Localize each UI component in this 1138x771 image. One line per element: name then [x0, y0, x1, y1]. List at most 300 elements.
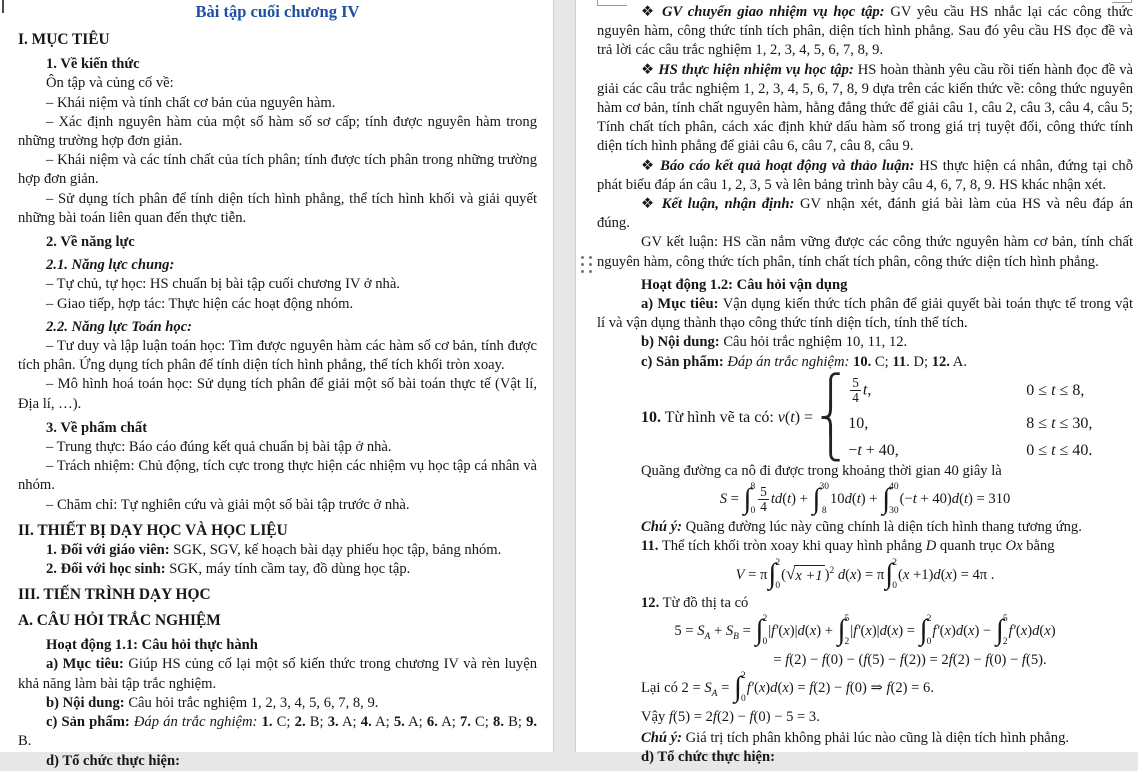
- text-run: – Xác định nguyên hàm của một số hàm số sơ cấp; tính được nguyên hàm trong những trường hợp đơn giản.: [18, 113, 537, 150]
- paragraph: [597, 3, 1133, 61]
- text-run: – Mô hình hoá toán học: Sử dụng tích phân để giải một số bài toán thực tế (Vật lí, Địa lí, …).: [18, 376, 537, 412]
- math-fraction: [758, 485, 769, 515]
- text-run: B;: [503, 714, 527, 731]
- math-text: d: [770, 679, 778, 696]
- text-run: Quãng đường lúc này cũng chính là diện tích hình thang tương ứng.: [685, 519, 1082, 536]
- paragraph: [18, 113, 537, 151]
- text-run: 7.: [459, 714, 471, 731]
- integral-sign-icon: ∫: [919, 614, 928, 647]
- text-run: – Trách nhiệm: Chủ động, tích cực trong thực hiện các nhiệm vụ học tập cá nhân và nhóm.: [18, 458, 537, 494]
- integral: [838, 615, 850, 648]
- math-text: + 40): [916, 490, 952, 507]
- text-run: Đáp án trắc nghiệm:: [727, 353, 854, 370]
- math-text: (2) −: [813, 679, 846, 696]
- math-text: (: [963, 622, 969, 639]
- math-text: d: [1032, 622, 1040, 639]
- integral-upper-bound: 2: [892, 557, 897, 568]
- paragraph: [18, 295, 537, 314]
- math-text: ≤ 8,: [1055, 381, 1085, 399]
- paragraph: [18, 655, 537, 693]
- integral-lower-bound: 0: [775, 581, 781, 591]
- math-text: t: [787, 490, 792, 507]
- integral: [996, 615, 1008, 648]
- paragraph: [597, 729, 1133, 748]
- integral-bounds: [889, 483, 899, 516]
- heading: [18, 521, 537, 541]
- text-run: – Khái niệm và tính chất cơ bản của nguyên hàm.: [46, 94, 336, 111]
- math-text: ) +: [860, 490, 882, 507]
- text-run: b) Nội dung:: [641, 334, 724, 351]
- integral-upper-bound: 2: [775, 557, 781, 568]
- math-text: S: [719, 490, 727, 507]
- math-text: x: [968, 622, 975, 639]
- piecewise-rows: [848, 376, 1092, 460]
- math-text: ): [824, 566, 830, 583]
- paragraph: [597, 594, 1133, 613]
- math-formula: [597, 483, 1133, 516]
- text-run: Ôn tập và củng cố về:: [46, 75, 174, 92]
- paragraph: [18, 438, 537, 457]
- text-run: 2.2. Năng lực Toán học:: [46, 318, 193, 335]
- heading: [18, 611, 537, 631]
- math-text: t: [856, 490, 861, 507]
- math-text: x: [891, 622, 899, 639]
- math-text: x: [758, 679, 766, 696]
- math-text: (: [778, 622, 784, 639]
- integral-bounds: [775, 559, 780, 592]
- math-text: )|: [871, 622, 880, 639]
- math-text: x: [945, 566, 953, 583]
- text-run: I. MỤC TIÊU: [18, 31, 110, 49]
- text-run: II. THIẾT BỊ DẠY HỌC VÀ HỌC LIỆU: [18, 521, 288, 539]
- text-run: A;: [437, 714, 460, 731]
- text-run: Chú ý:: [641, 729, 686, 746]
- text-run: Báo cáo kết quả hoạt động và thảo luận:: [660, 157, 920, 174]
- paragraph: [597, 295, 1133, 333]
- text-run: HS thực hiện cá nhân, đứng tại chỗ phát biểu đáp án câu 1, 2, 3, 5 và lên bảng trình bày câu 4, 6, 7, 8, 9. HS khác nhận xét.: [597, 157, 1133, 193]
- math-text: x: [782, 679, 789, 696]
- integral-sign-icon: ∫: [995, 614, 1004, 647]
- drag-handle[interactable]: [581, 256, 592, 273]
- paragraph: [18, 375, 537, 413]
- text-run: – Khái niệm và các tính chất của tích phân; tính được tích phân trong những trường hợp đơn giản.: [18, 152, 537, 188]
- math-formula: [597, 615, 1133, 648]
- text-run: A;: [404, 714, 427, 731]
- math-text: Lại có 2 =: [641, 679, 705, 696]
- math-text: ) +: [791, 490, 812, 507]
- text-run: 3. Về phẩm chất: [46, 419, 148, 436]
- math-text: (: [777, 679, 783, 696]
- math-text: t: [1051, 414, 1056, 432]
- text-run: SGK, SGV, kế hoạch bài dạy phiếu học tập, bảng nhóm.: [173, 541, 502, 558]
- math-text: (: [1039, 622, 1045, 639]
- text-run: ❖: [641, 196, 662, 213]
- math-text: ) = π: [856, 566, 885, 583]
- math-text: t: [790, 408, 795, 426]
- text-run: 4.: [360, 714, 372, 731]
- math-text: d: [797, 622, 805, 639]
- square-root: [786, 565, 825, 586]
- math-text: f′: [1008, 622, 1016, 639]
- text-run: b) Nội dung:: [46, 694, 129, 711]
- text-run: ❖: [641, 157, 661, 174]
- integral: [734, 672, 746, 705]
- paragraph: [597, 353, 1133, 372]
- text-run: – Chăm chỉ: Tự nghiên cứu và giải một số bài tập trước ở nhà.: [46, 496, 410, 513]
- math-text: (5) −: [867, 651, 900, 668]
- heading: [18, 30, 537, 50]
- text-run: ❖: [641, 61, 659, 78]
- math-text: (: [753, 679, 759, 696]
- heading: [18, 318, 537, 337]
- math-text: f: [668, 708, 674, 725]
- heading: [18, 585, 537, 605]
- text-run: Giá trị tích phân không phải lúc nào cũng là diện tích hình phẳng.: [685, 729, 1070, 746]
- integral-upper-bound: 30: [819, 482, 829, 493]
- paragraph: [18, 694, 537, 713]
- integral-sign-icon: ∫: [755, 614, 764, 647]
- text-run: 12.: [931, 353, 950, 370]
- math-text: f: [948, 651, 953, 668]
- math-text: +: [710, 622, 726, 639]
- heading: [597, 276, 1133, 295]
- text-run: B.: [18, 733, 32, 750]
- text-run: A;: [371, 714, 394, 731]
- text-run: Từ đồ thị ta có: [659, 594, 749, 611]
- paragraph: [597, 333, 1133, 352]
- integral-sign-icon: ∫: [837, 614, 846, 647]
- formula-row: [848, 442, 1092, 460]
- integral: [920, 615, 932, 648]
- text-run: GV kết luận: HS cần nắm vững được các công thức nguyên hàm cơ bản, tính chất nguyên hàm, công thức tích phân, tính chất tích phân, công thức diện tích hình phẳng.: [597, 234, 1133, 270]
- paragraph: [597, 462, 1133, 481]
- math-text: ): [765, 679, 771, 696]
- brace-part-icon: ⎩: [819, 426, 843, 463]
- math-text: 8 ≤: [1026, 414, 1052, 432]
- math-text: (: [781, 566, 786, 583]
- math-text: d: [879, 622, 887, 639]
- text-run: 1. Đối với giáo viên:: [46, 541, 174, 558]
- brace-part-icon: ⎧: [819, 372, 843, 409]
- math-text: f′: [853, 622, 861, 639]
- math-text: t: [963, 490, 969, 507]
- math-text: (: [804, 622, 810, 639]
- text-run: Bài tập cuối chương IV: [195, 2, 360, 21]
- math-text: t: [1051, 381, 1056, 399]
- math-formula: [597, 650, 1133, 670]
- heading: [18, 256, 537, 275]
- text-run: Ox: [1005, 538, 1023, 555]
- paragraph: [18, 94, 537, 113]
- text-run: – Sử dụng tích phân để tính diện tích hình phẳng, thể tích hình khối và giải quyết những bài toán liên quan đến thực tiễn.: [18, 190, 537, 226]
- heading: [18, 419, 537, 438]
- integral-upper-bound: 5: [844, 613, 850, 624]
- integral-lower-bound: 2: [1002, 637, 1008, 648]
- math-text: (2) = 6.: [890, 679, 934, 696]
- text-run: SGK, máy tính cầm tay, đồ dùng học tập.: [169, 561, 411, 578]
- math-text: (2) −: [952, 651, 986, 668]
- text-run: d) Tổ chức thực hiện:: [641, 748, 776, 765]
- math-text: td: [770, 490, 783, 507]
- math-text: f: [712, 708, 717, 725]
- math-text: d: [844, 490, 852, 507]
- integral: [882, 483, 898, 516]
- math-text: d: [951, 490, 960, 507]
- math-text: f: [899, 651, 904, 668]
- math-text: (: [1015, 622, 1021, 639]
- text-run: c) Sản phẩm:: [46, 714, 134, 731]
- text-run: 6.: [426, 714, 438, 731]
- math-text: 10,: [848, 414, 869, 432]
- math-text: V: [735, 566, 745, 583]
- text-run: – Tư duy và lập luận toán học: Tìm được nguyên hàm các hàm số cơ bản, tính được tích phân. Ứng dụng tích phân để tính diện tích hình phẳng, thể tích khối tròn xoay.: [18, 338, 537, 374]
- text-run: . D;: [906, 353, 932, 370]
- math-text: (0) − (: [825, 651, 864, 668]
- text-run: HS hoàn thành yêu cầu rồi tiến hành đọc đề và giải các câu trắc nghiệm 1, 2, 3, 4, 5, 6, 7, 8, 9 dựa trên các kiến thức về: công thức nguyên hàm cơ bản, tính chất nguyên hàm, hằng đẳng thức để giải câu 1, câu 2, câu 3, câu 4, câu 5; Tính chất tích phân, cách xác định khử dấu hàm số trong giá trị tuyệt đối, công thức tính diện tích hình phẳng để giải câu 6, câu 7, câu 8, câu 9.: [597, 61, 1133, 155]
- text-run: C;: [470, 714, 494, 731]
- page-gap: [553, 0, 576, 752]
- integral-bounds: [845, 615, 850, 648]
- math-text: f′: [932, 622, 940, 639]
- integral: [885, 559, 897, 592]
- math-text: (: [782, 490, 788, 507]
- text-run: GV nhận xét, đánh giá bài làm của HS và nêu đáp án đúng.: [597, 196, 1134, 232]
- math-text: x: [902, 566, 910, 583]
- text-run: A.: [949, 353, 967, 370]
- formula-lead: [641, 409, 813, 427]
- text-run: bằng: [1022, 538, 1055, 555]
- math-text: 10.: [641, 408, 661, 426]
- text-run: 11.: [641, 538, 659, 555]
- integral-bounds: [750, 483, 755, 516]
- paragraph: [18, 74, 537, 93]
- paragraph: [18, 713, 537, 751]
- math-text: x: [1020, 622, 1028, 639]
- row-expression: [848, 376, 1026, 406]
- text-run: Hoạt động 1.1: Câu hỏi thực hành: [46, 637, 258, 654]
- brace-part-icon: ⎨: [819, 399, 843, 436]
- math-text: S: [697, 622, 705, 639]
- integral: [744, 483, 756, 516]
- math-text: f: [985, 651, 990, 668]
- text-run: d) Tổ chức thực hiện:: [46, 752, 181, 769]
- math-text: (: [940, 566, 946, 583]
- text-run: III. TIẾN TRÌNH DẠY HỌC: [18, 586, 211, 604]
- math-text: =: [738, 622, 755, 639]
- math-text: f: [809, 679, 814, 696]
- math-text: (: [959, 490, 964, 507]
- text-run: 12.: [641, 594, 660, 611]
- brace-icon: [819, 372, 843, 463]
- integral-sign-icon: ∫: [885, 558, 894, 591]
- text-run: D: [925, 538, 937, 555]
- text-run: A. CÂU HỎI TRẮC NGHIỆM: [18, 612, 221, 630]
- text-run: 2.1. Năng lực chung:: [46, 257, 175, 274]
- math-text: = π: [744, 566, 768, 583]
- math-text: f: [749, 708, 754, 725]
- text-run: 2.: [294, 714, 306, 731]
- integral-sign-icon: ∫: [743, 482, 752, 515]
- math-text: ≤ 30,: [1055, 414, 1093, 432]
- math-fraction: [850, 376, 861, 406]
- integral-lower-bound: 2: [844, 637, 850, 648]
- math-text: x: [944, 622, 951, 639]
- math-text: =: [773, 651, 786, 668]
- integral-bounds: [927, 615, 932, 648]
- math-text: ≤ 40.: [1055, 441, 1093, 459]
- fraction-numerator: 5: [760, 483, 767, 499]
- integral-sign-icon: ∫: [733, 671, 742, 704]
- heading: [18, 233, 537, 252]
- math-text: (0) −: [989, 651, 1022, 668]
- paragraph: [18, 457, 537, 495]
- text-run: 11: [892, 353, 907, 370]
- text-run: A;: [338, 714, 361, 731]
- math-subscript: B: [733, 631, 739, 642]
- math-text: d: [933, 566, 941, 583]
- math-text: t: [1051, 441, 1056, 459]
- paragraph: [597, 195, 1133, 233]
- integral: [768, 559, 780, 592]
- math-text: (0) − 5 = 3.: [753, 708, 820, 725]
- math-text: f′: [746, 679, 754, 696]
- integral-lower-bound: 8: [821, 505, 827, 516]
- math-text: t: [857, 441, 862, 459]
- integral-upper-bound: 2: [926, 613, 932, 624]
- fraction-denominator: 4: [852, 390, 859, 406]
- paragraph: [18, 560, 537, 579]
- text-run: – Giao tiếp, hợp tác: Thực hiện các hoạt động nhóm.: [46, 295, 354, 312]
- row-condition: [1026, 442, 1092, 460]
- heading: [18, 636, 537, 655]
- math-text: d: [834, 566, 846, 583]
- integral-bounds: [741, 672, 746, 705]
- math-text: (: [784, 408, 791, 426]
- math-text: )|: [789, 622, 798, 639]
- integral-upper-bound: 2: [740, 670, 746, 681]
- paragraph: [18, 190, 537, 228]
- math-text: 0 ≤: [1026, 381, 1052, 399]
- math-text: + 40,: [861, 441, 899, 459]
- math-subscript: A: [711, 688, 718, 699]
- integral-bounds: [819, 483, 829, 516]
- math-text: Từ hình vẽ ta có:: [661, 408, 778, 426]
- math-text: ): [950, 622, 956, 639]
- integral-lower-bound: 30: [889, 505, 899, 516]
- math-formula: [641, 672, 1133, 705]
- math-text: ,: [867, 381, 872, 399]
- math-text: (0) ⇒: [849, 679, 887, 696]
- page-right: [576, 0, 1138, 765]
- text-run: 1.: [261, 714, 273, 731]
- math-text: x: [850, 566, 857, 583]
- row-expression: [848, 442, 1026, 460]
- math-text: =: [727, 490, 743, 507]
- math-text: (: [851, 490, 857, 507]
- integral-upper-bound: 40: [889, 482, 899, 493]
- math-text: f: [785, 651, 790, 668]
- math-text: (: [939, 622, 945, 639]
- paragraph: [18, 496, 537, 515]
- math-text: (2)) = 2: [903, 651, 949, 668]
- math-text: ) =: [898, 622, 919, 639]
- math-text: =: [717, 679, 733, 696]
- text-run: Câu hỏi trắc nghiệm 10, 11, 12.: [723, 334, 908, 351]
- math-text: |: [768, 622, 772, 639]
- integral-sign-icon: ∫: [882, 482, 891, 515]
- integral-lower-bound: 0: [750, 505, 756, 516]
- formula-row: [848, 415, 1092, 433]
- integral-sign-icon: ∫: [768, 558, 777, 591]
- text-run: ❖: [641, 4, 662, 20]
- radicand: x +1: [794, 565, 824, 586]
- math-text: ) +: [816, 622, 837, 639]
- integral-bounds: [762, 615, 767, 648]
- integral-lower-bound: 0: [926, 637, 932, 648]
- row-condition: [1026, 382, 1084, 400]
- math-supscript: 2: [829, 565, 835, 576]
- math-text: 10: [829, 490, 845, 507]
- integral-bounds: [892, 559, 897, 592]
- text-run: – Tự chủ, tự học: HS chuẩn bị bài tập cuối chương IV ở nhà.: [46, 276, 400, 293]
- math-text: f: [845, 679, 850, 696]
- text-run: a) Mục tiêu:: [46, 656, 129, 673]
- integral-sign-icon: ∫: [812, 482, 821, 515]
- text-run: Kết luận, nhận định:: [661, 196, 800, 213]
- paragraph: [18, 541, 537, 560]
- math-text: Vậy: [641, 708, 669, 725]
- text-run: C;: [272, 714, 295, 731]
- math-text: (5).: [1025, 651, 1047, 668]
- math-text: d: [955, 622, 964, 639]
- text-run: Câu hỏi trắc nghiệm 1, 2, 3, 4, 5, 6, 7, 8, 9.: [128, 694, 379, 711]
- math-text: −: [848, 441, 858, 459]
- math-text: (: [845, 566, 851, 583]
- math-text: (2) −: [716, 708, 750, 725]
- math-text: x: [809, 622, 817, 639]
- text-run: 2. Đối với học sinh:: [46, 561, 170, 578]
- paragraph: [597, 537, 1133, 556]
- integral-bounds: [1003, 615, 1008, 648]
- text-run: a) Mục tiêu:: [641, 296, 723, 313]
- integral-lower-bound: 0: [892, 581, 897, 591]
- math-text: ): [1050, 622, 1056, 639]
- paragraph: [18, 151, 537, 189]
- page-right-content: [576, 0, 1138, 767]
- radical-sign-icon: √: [785, 563, 796, 583]
- paragraph: [597, 748, 1133, 767]
- math-text: (: [886, 622, 892, 639]
- piecewise-formula: [597, 372, 1133, 463]
- row-condition: [1026, 415, 1092, 433]
- math-text: f′: [771, 622, 779, 639]
- integral-upper-bound: 8: [750, 482, 756, 493]
- math-text: ) = 4π .: [952, 566, 995, 583]
- page-title: [18, 2, 537, 21]
- math-text: +1): [909, 566, 934, 583]
- integral-upper-bound: 5: [1002, 613, 1008, 624]
- fraction-numerator: 5: [852, 374, 859, 390]
- math-text: f: [821, 651, 826, 668]
- text-run: Đáp án trắc nghiệm:: [133, 714, 262, 731]
- math-text: 5 =: [674, 622, 698, 639]
- math-text: x: [1044, 622, 1051, 639]
- paragraph: [18, 275, 537, 294]
- text-run: HS thực hiện nhiệm vụ học tập:: [658, 61, 858, 78]
- math-text: ) =: [788, 679, 810, 696]
- paragraph: [597, 157, 1133, 195]
- heading: [18, 55, 537, 74]
